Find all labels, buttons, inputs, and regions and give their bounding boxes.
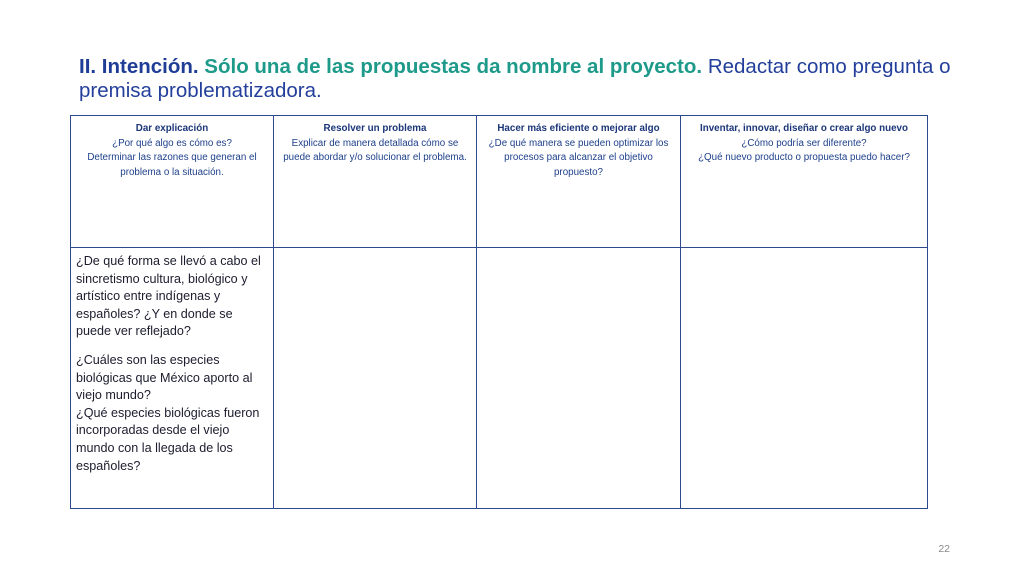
answer-question: ¿Qué especies biológicas fueron incorporadas desde el viejo mundo con la llegada de los españoles? — [76, 405, 260, 473]
answer-question: ¿De qué forma se llevó a cabo el sincretismo cultura, biológico y artístico entre indígenas y españoles? ¿Y en donde se puede ver reflejado? — [76, 254, 261, 339]
answer-cell-improve[interactable] — [477, 248, 681, 509]
header-cell-innovate — [681, 116, 928, 248]
header-description: ¿Por qué algo es cómo es? — [112, 137, 232, 149]
header-title: Hacer más eficiente o mejorar algo — [497, 123, 660, 134]
title-instruction: Sólo una de las propuestas da nombre al proyecto. — [204, 55, 703, 78]
header-cell-explain — [71, 116, 274, 248]
page-number: 22 — [938, 543, 950, 555]
header-description: Explicar de manera detallada cómo se puede abordar y/o solucionar el problema. — [283, 137, 467, 163]
intention-table — [70, 115, 928, 509]
title-direction: Redactar como pregunta o premisa problematizadora. — [79, 55, 951, 102]
header-title: Dar explicación — [135, 123, 209, 134]
slide-title — [79, 55, 959, 103]
header-description: ¿De qué manera se pueden optimizar los procesos para alcanzar el objetivo propuesto? — [488, 137, 669, 178]
header-cell-solve — [274, 116, 477, 248]
header-description: ¿Cómo podría ser diferente? — [741, 137, 867, 149]
answer-cell-explain[interactable] — [71, 248, 274, 509]
header-description: Determinar las razones que generan el problema o la situación. — [87, 152, 257, 178]
title-section-label: II. Intención. — [79, 55, 199, 78]
answer-question: ¿Cuáles son las especies biológicas que México aporto al viejo mundo? — [76, 352, 253, 403]
header-description: ¿Qué nuevo producto o propuesta puedo hacer? — [698, 152, 910, 163]
header-row — [71, 116, 928, 248]
answer-row — [71, 248, 928, 509]
header-title: Resolver un problema — [323, 123, 427, 134]
header-cell-improve — [477, 116, 681, 248]
answer-cell-solve[interactable] — [274, 248, 477, 509]
answer-cell-innovate[interactable] — [681, 248, 928, 509]
header-title: Inventar, innovar, diseñar o crear algo nuevo — [700, 123, 908, 134]
